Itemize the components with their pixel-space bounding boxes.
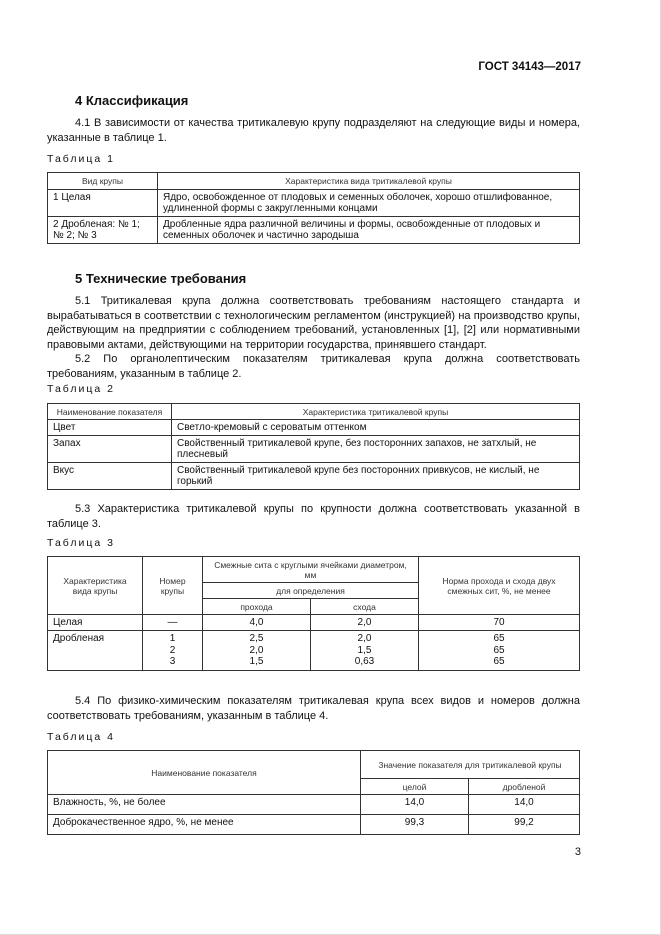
para-5-2: 5.2 По органолептическим показателям тритикалевая крупа должна соответствовать требованиям, указанным в таблице 2. (47, 353, 580, 380)
table-row (48, 463, 580, 490)
table3-cell-type: Целая (48, 615, 143, 631)
table1-header-kind: Вид крупы (48, 173, 158, 190)
table4-cell-crushed: 14,0 (469, 795, 580, 815)
table3-header-for-definition: для определения (203, 583, 419, 599)
table-row (48, 436, 580, 463)
standard-number: ГОСТ 34143—2017 (478, 61, 581, 73)
table3-cell-norm: 65 65 65 (419, 631, 580, 671)
table3-cell-over: 2,0 (311, 615, 419, 631)
table2-cell: Свойственный тритикалевой крупе без посторонних привкусов, не кислый, не горький (172, 463, 580, 490)
table4-header-value: Значение показателя для тритикалевой крупы (361, 751, 580, 779)
para-5-3: 5.3 Характеристика тритикалевой крупы по крупности должна соответствовать указанной в таблице 3. (47, 503, 580, 530)
table4-cell-name: Влажность, %, не более (48, 795, 361, 815)
table4-caption: Таблица 4 (47, 731, 115, 743)
table3-cell-number: 1 2 3 (143, 631, 203, 671)
table2 (47, 403, 580, 490)
table1-cell: 1 Целая (48, 190, 158, 217)
table2-header-name: Наименование показателя (48, 404, 172, 420)
table2-cell: Запах (48, 436, 172, 463)
table3-header-sieves: Смежные сита с круглыми ячейками диаметром, мм (203, 557, 419, 583)
table1-cell: Дробленные ядра различной величины и формы, освобожденные от плодовых и семенных оболочек и частично зародыша (158, 217, 580, 244)
para-4-1: 4.1 В зависимости от качества тритикалевую крупу подразделяют на следующие виды и номера, указанные в таблице 1. (47, 117, 580, 144)
table1-caption: Таблица 1 (47, 153, 115, 165)
para-5-3-block (47, 502, 580, 531)
page-number: 3 (574, 846, 581, 858)
table2-caption: Таблица 2 (47, 383, 115, 395)
table-row (48, 631, 580, 671)
table2-cell: Вкус (48, 463, 172, 490)
table3 (47, 556, 580, 671)
table-row (48, 615, 580, 631)
table3-cell-type: Дробленая (48, 631, 143, 671)
table1-header-description: Характеристика вида тритикалевой крупы (158, 173, 580, 190)
table2-cell: Светло-кремовый с сероватым оттенком (172, 420, 580, 436)
table-row (48, 190, 580, 217)
table4-cell-crushed: 99,2 (469, 815, 580, 835)
section-5-title: 5 Технические требования (75, 271, 247, 286)
para-5-4-block (47, 694, 580, 723)
table2-cell: Свойственный тритикалевой крупе, без посторонних запахов, не затхлый, не плесневый (172, 436, 580, 463)
table3-header-over: схода (311, 599, 419, 615)
table4-cell-whole: 99,3 (361, 815, 469, 835)
table3-header-pass: прохода (203, 599, 311, 615)
table3-cell-pass: 2,5 2,0 1,5 (203, 631, 311, 671)
table3-caption: Таблица 3 (47, 537, 115, 549)
table3-header-type: Характеристика вида крупы (48, 557, 143, 615)
section-5-paragraphs (47, 294, 580, 382)
table1 (47, 172, 580, 244)
table4 (47, 750, 580, 835)
table2-cell: Цвет (48, 420, 172, 436)
table3-cell-norm: 70 (419, 615, 580, 631)
table4-header-crushed: дробленой (469, 779, 580, 795)
table3-cell-over: 2,0 1,5 0,63 (311, 631, 419, 671)
para-5-4: 5.4 По физико-химическим показателям тритикалевая крупа всех видов и номеров должна соответствовать требованиям, указанным в таблице 4. (47, 695, 580, 722)
table4-header-name: Наименование показателя (48, 751, 361, 795)
table3-header-number: Номер крупы (143, 557, 203, 615)
table-row (48, 420, 580, 436)
section-4-paragraph (47, 116, 580, 145)
table-row (48, 815, 580, 835)
table4-header-whole: целой (361, 779, 469, 795)
table3-cell-number: — (143, 615, 203, 631)
table1-cell: 2 Дробленая: № 1; № 2; № 3 (48, 217, 158, 244)
table3-header-norm: Норма прохода и схода двух смежных сит, %, не менее (419, 557, 580, 615)
section-4-title: 4 Классификация (75, 93, 189, 108)
para-5-1: 5.1 Тритикалевая крупа должна соответствовать требованиям настоящего стандарта и вырабатываться в соответствии с технологическим регламентом (инструкцией) на производство крупы, действующим на предприятии с соблюдением требований, установленных [1], [2] или нормативными правовыми актами, действующими на территории государства, принявшего стандарт. (47, 295, 580, 351)
table4-cell-name: Доброкачественное ядро, %, не менее (48, 815, 361, 835)
table3-cell-pass: 4,0 (203, 615, 311, 631)
table-row (48, 795, 580, 815)
table2-header-characteristic: Характеристика тритикалевой крупы (172, 404, 580, 420)
table-row (48, 217, 580, 244)
table1-cell: Ядро, освобожденное от плодовых и семенных оболочек, хорошо отшлифованное, удлиненной формы с закругленными концами (158, 190, 580, 217)
table4-cell-whole: 14,0 (361, 795, 469, 815)
